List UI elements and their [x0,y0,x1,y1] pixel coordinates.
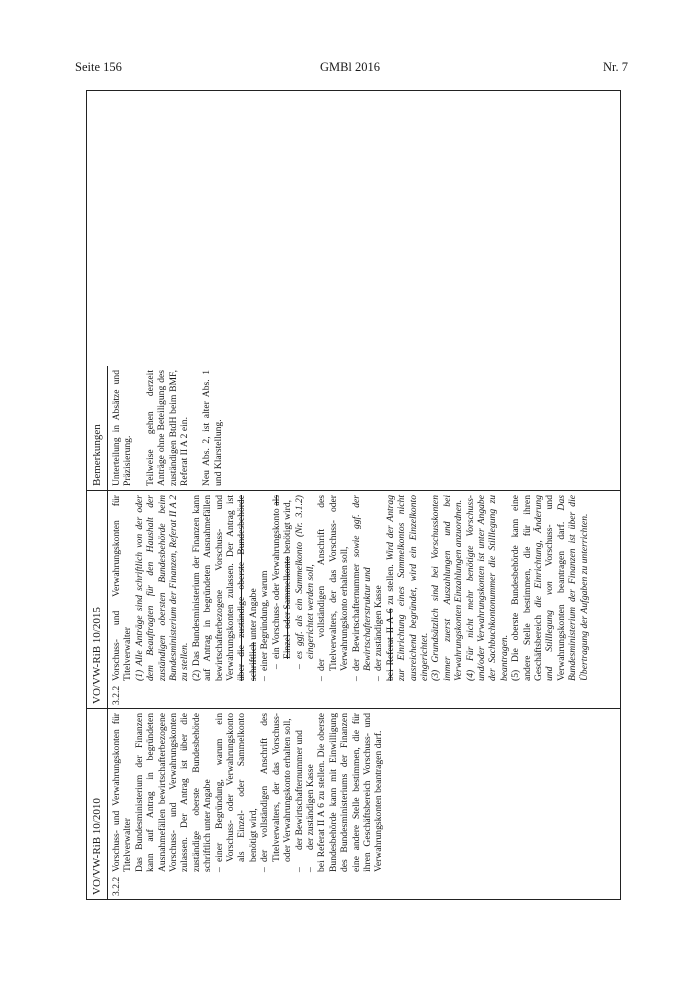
list-item [351,495,374,681]
sub-item-text: ein Vorschuss- oder Verwahrungskonto [270,508,282,659]
column-head-old: VO/VW-RiB 10/2010 [87,709,108,899]
sub-list-item: – es ggf. als ein Sammelkonto (Nr. 3.1.2) eingerichtet werden soll, [294,495,317,681]
section-title-new: Vorschuss- und Verwahrungskonten für Titelverwalter [111,495,134,681]
paragraph-3: (3) Grundsätzlich sind bei Vorschusskonten immer zuerst Auszahlungen und bei Verwahrungskonten Einzahlungen anzuordnen. [430,495,465,681]
sub-list-item [271,495,294,681]
list-item: – der vollständigen Anschrift des Titelverwalters, der das Vorschuss- oder Verwahrungskonto erhalten soll, [316,495,350,681]
paragraph-5 [510,495,590,681]
publication-title: GMBl 2016 [319,60,381,74]
issue-number: Nr. 7 [603,60,628,74]
paragraph-4: (4) Für nicht mehr benötigte Vorschuss- und/oder Verwahrungskonten ist unter Angabe der Sachbuchkontonummer die Stilllegung zu beantragen. [464,495,510,681]
struck-text: über die zuständige oberste Bundesbehörde schriftlich [236,495,259,681]
struck-text: bei Referat II A 6 [384,608,396,681]
paragraph-2-end [385,495,431,681]
remark: Unterteilung in Absätze und Präzisierung. [111,370,134,486]
section-text-old [111,713,385,872]
struck-text: als Einzel- oder Sammelkonto [270,495,294,659]
inserted-text: sowie ggf. der Bewirtschafterstruktur und [350,495,373,671]
paragraph-2-text: (2) Das Bundesministerium der Finanzen kann auf Antrag in begründeten Ausnahmefällen bewirtschafterbezogene Vorschuss- und Verwahrungskonten zulassen. Der Antrag ist [190,495,237,681]
list-item-text: der Bewirtschafternummer [350,563,362,671]
paragraph-text: zu stellen. [384,564,396,605]
column-remarks [87,366,620,491]
remark: Neu Abs. 2, ist alter Abs. 1 und Klarstellung. [201,370,224,486]
section-title-old: Vorschuss- und Verwahrungskonten für Titelverwalter [111,713,134,872]
paragraph-old-intro: Das Bundesministerium der Finanzen kann auf Antrag in begründeten Ausnahmefällen bewirtschafterbezogene Vorschuss- und Verwahrungskonten zulassen. Der Antrag ist über die zuständige oberste Bundesbehörde schriftlich unter Angabe [133,713,214,872]
section-number-old: 3.2.2 [111,876,122,896]
column-head-remarks: Bemerkungen [87,366,108,490]
comparison-table [86,90,621,900]
list-item: – der zuständigen Kasse [373,495,384,681]
list-item: – der zuständigen Kasse [305,713,316,872]
section-number-new: 3.2.2 [111,685,122,705]
column-head-new: VO/VW-RiB 10/2015 [87,491,108,708]
paragraph-5-text: (5) Die oberste Bundesbehörde kann eine andere Stelle bestimmen, die für ihren Geschäftsbereich [510,495,545,681]
list-item: – der Bewirtschafternummer und [294,713,305,872]
list-item: – einer Begründung, warum [259,495,270,681]
column-new-version [87,491,620,709]
paragraph-2 [191,495,259,681]
sub-item-text: benötigt wird, [282,499,294,554]
paragraph-2-text: unter Angabe [247,588,259,640]
list-item: – der vollständigen Anschrift des Titelverwalters, der das Vorschuss- oder Verwahrungskonto erhalten soll, [259,713,293,872]
inserted-text: die Einrichtung, Änderung und Stilllegung von [533,495,556,681]
paragraph-old-outro: bei Referat II A 6 zu stellen. Die oberste Bundesbehörde kann mit Einwilligung des Bundesministeriums der Finanzen eine andere Stelle bestimmen, die für ihren Geschäftsbereich Vorschuss- und Verwahrungskonten beantragen darf. [316,713,385,872]
remarks-text [111,370,224,486]
inserted-text: Das Bundesministerium der Finanzen ist über die Übertragung der Aufgaben zu unterrichten. [555,495,590,681]
column-old-version [87,709,620,899]
inserted-text: Wird der Antrag zur Einrichtung eines Sammelkontos nicht ausreichend begründet, wird ein Einzelkonto eingerichtet. [384,495,430,681]
paragraph-1: (1) Alle Anträge sind schriftlich von der oder dem Beauftragten für den Haushalt der zuständigen obersten Bundesbehörde beim Bundesministerium der Finanzen, Referat II A 2 zu stellen. [133,495,191,681]
remark: Teilweise gehen derzeit Anträge ohne Beteiligung des zuständigen BtdH beim BMF, Referat II A 2 ein. [144,370,191,486]
paragraph-5-text: Vorschuss- und Verwahrungskonten beantragen darf. [544,495,567,681]
page-number: Seite 156 [75,60,122,74]
list-item: – einer Begründung, warum ein Vorschuss- oder Verwahrungskonto als Einzel- oder Sammelkonto benötigt wird, [214,713,260,872]
section-text-new [111,495,590,681]
